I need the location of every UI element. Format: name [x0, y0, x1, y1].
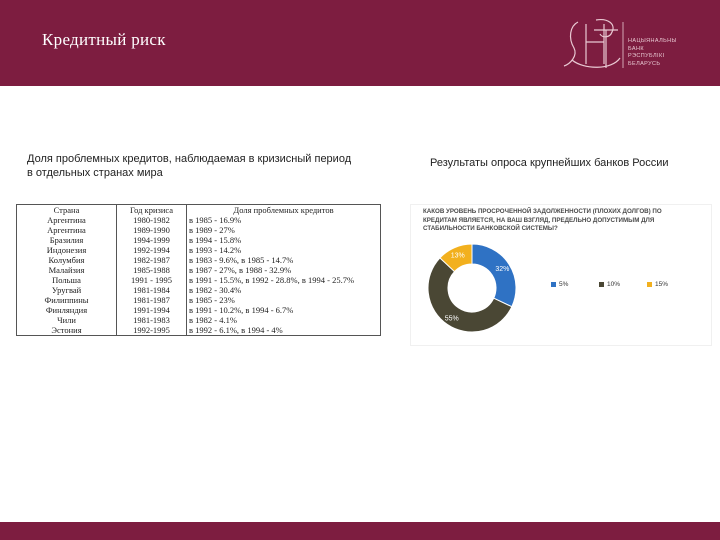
- cell-country: Индонезия: [17, 245, 117, 255]
- cell-country: Аргентина: [17, 215, 117, 225]
- cell-country: Аргентина: [17, 225, 117, 235]
- cell-years: 1994-1999: [117, 235, 187, 245]
- legend-item: [599, 281, 620, 288]
- table-row: [17, 265, 381, 275]
- header-country: Страна: [17, 205, 117, 216]
- data-label: 55%: [444, 315, 459, 323]
- table-row: [17, 235, 381, 245]
- crisis-table: [16, 204, 381, 336]
- cell-years: 1982-1987: [117, 255, 187, 265]
- table-row: [17, 255, 381, 265]
- chart-title: КАКОВ УРОВЕНЬ ПРОСРОЧЕННОЙ ЗАДОЛЖЕННОСТИ (ПЛОХИХ ДОЛГОВ) ПО КРЕДИТАМ ЯВЛЯЕТСЯ, НА ВАШ ВЗГЛЯД, ПРЕДЕЛЬНО ДОПУСТИМЫМ ДЛЯ СТАБИЛЬНОСТИ БАНКОВСКОЙ СИСТЕМЫ?: [423, 208, 662, 232]
- cell-country: Уругвай: [17, 285, 117, 295]
- legend-swatch: [647, 282, 652, 287]
- cell-years: 1992-1994: [117, 245, 187, 255]
- bank-logo-text: НАЦЫЯНАЛЬНЫ БАНК РЭСПУБЛІКІ БЕЛАРУСЬ: [628, 38, 677, 67]
- table-row: [17, 225, 381, 235]
- table-row: [17, 215, 381, 225]
- cell-years: 1991-1994: [117, 305, 187, 315]
- legend-label: 5%: [559, 281, 569, 288]
- cell-share: в 1985 - 16.9%: [187, 215, 381, 225]
- cell-share: в 1982 - 30.4%: [187, 285, 381, 295]
- cell-share: в 1994 - 15.8%: [187, 235, 381, 245]
- legend-item: [551, 281, 568, 288]
- legend-label: 15%: [655, 281, 669, 288]
- cell-share: в 1992 - 6.1%, в 1994 - 4%: [187, 325, 381, 336]
- table-row: [17, 275, 381, 285]
- cell-country: Бразилия: [17, 235, 117, 245]
- data-label: 13%: [450, 252, 465, 260]
- survey-chart: [410, 204, 712, 346]
- table-row: [17, 285, 381, 295]
- cell-years: 1981-1983: [117, 315, 187, 325]
- cell-years: 1991 - 1995: [117, 275, 187, 285]
- table-row: [17, 245, 381, 255]
- cell-years: 1981-1987: [117, 295, 187, 305]
- legend-item: [647, 281, 668, 288]
- cell-country: Малайзия: [17, 265, 117, 275]
- header-share: Доля проблемных кредитов: [187, 205, 381, 216]
- survey-caption: Результаты опроса крупнейших банков России: [430, 157, 669, 169]
- cell-share: в 1985 - 23%: [187, 295, 381, 305]
- table-row: [17, 325, 381, 336]
- donut-slice-5pct: [472, 244, 516, 307]
- legend-label: 10%: [607, 281, 621, 288]
- cell-share: в 1989 - 27%: [187, 225, 381, 235]
- cell-years: 1980-1982: [117, 215, 187, 225]
- cell-share: в 1991 - 10.2%, в 1994 - 6.7%: [187, 305, 381, 315]
- cell-country: Колумбия: [17, 255, 117, 265]
- table-caption: Доля проблемных кредитов, наблюдаемая в кризисный период в отдельных странах мира: [27, 153, 352, 179]
- cell-share: в 1987 - 27%, в 1988 - 32.9%: [187, 265, 381, 275]
- cell-country: Филиппины: [17, 295, 117, 305]
- table-header-row: [17, 205, 381, 216]
- cell-years: 1985-1988: [117, 265, 187, 275]
- header-year: Год кризиса: [117, 205, 187, 216]
- table-row: [17, 295, 381, 305]
- cell-country: Чили: [17, 315, 117, 325]
- footer-bar: [0, 522, 720, 540]
- cell-share: в 1991 - 15.5%, в 1992 - 28.8%, в 1994 - 25.7%: [187, 275, 381, 285]
- cell-share: в 1993 - 14.2%: [187, 245, 381, 255]
- cell-years: 1989-1990: [117, 225, 187, 235]
- donut-chart: [419, 235, 525, 341]
- cell-years: 1981-1984: [117, 285, 187, 295]
- legend-swatch: [599, 282, 604, 287]
- legend-swatch: [551, 282, 556, 287]
- header-bar: [0, 0, 720, 86]
- data-label: 32%: [495, 266, 510, 274]
- cell-country: Эстония: [17, 325, 117, 336]
- table-row: [17, 315, 381, 325]
- page-title: Кредитный риск: [42, 30, 166, 49]
- cell-country: Финляндия: [17, 305, 117, 315]
- table-row: [17, 305, 381, 315]
- cell-share: в 1983 - 9.6%, в 1985 - 14.7%: [187, 255, 381, 265]
- cell-country: Польша: [17, 275, 117, 285]
- cell-years: 1992-1995: [117, 325, 187, 336]
- cell-share: в 1982 - 4.1%: [187, 315, 381, 325]
